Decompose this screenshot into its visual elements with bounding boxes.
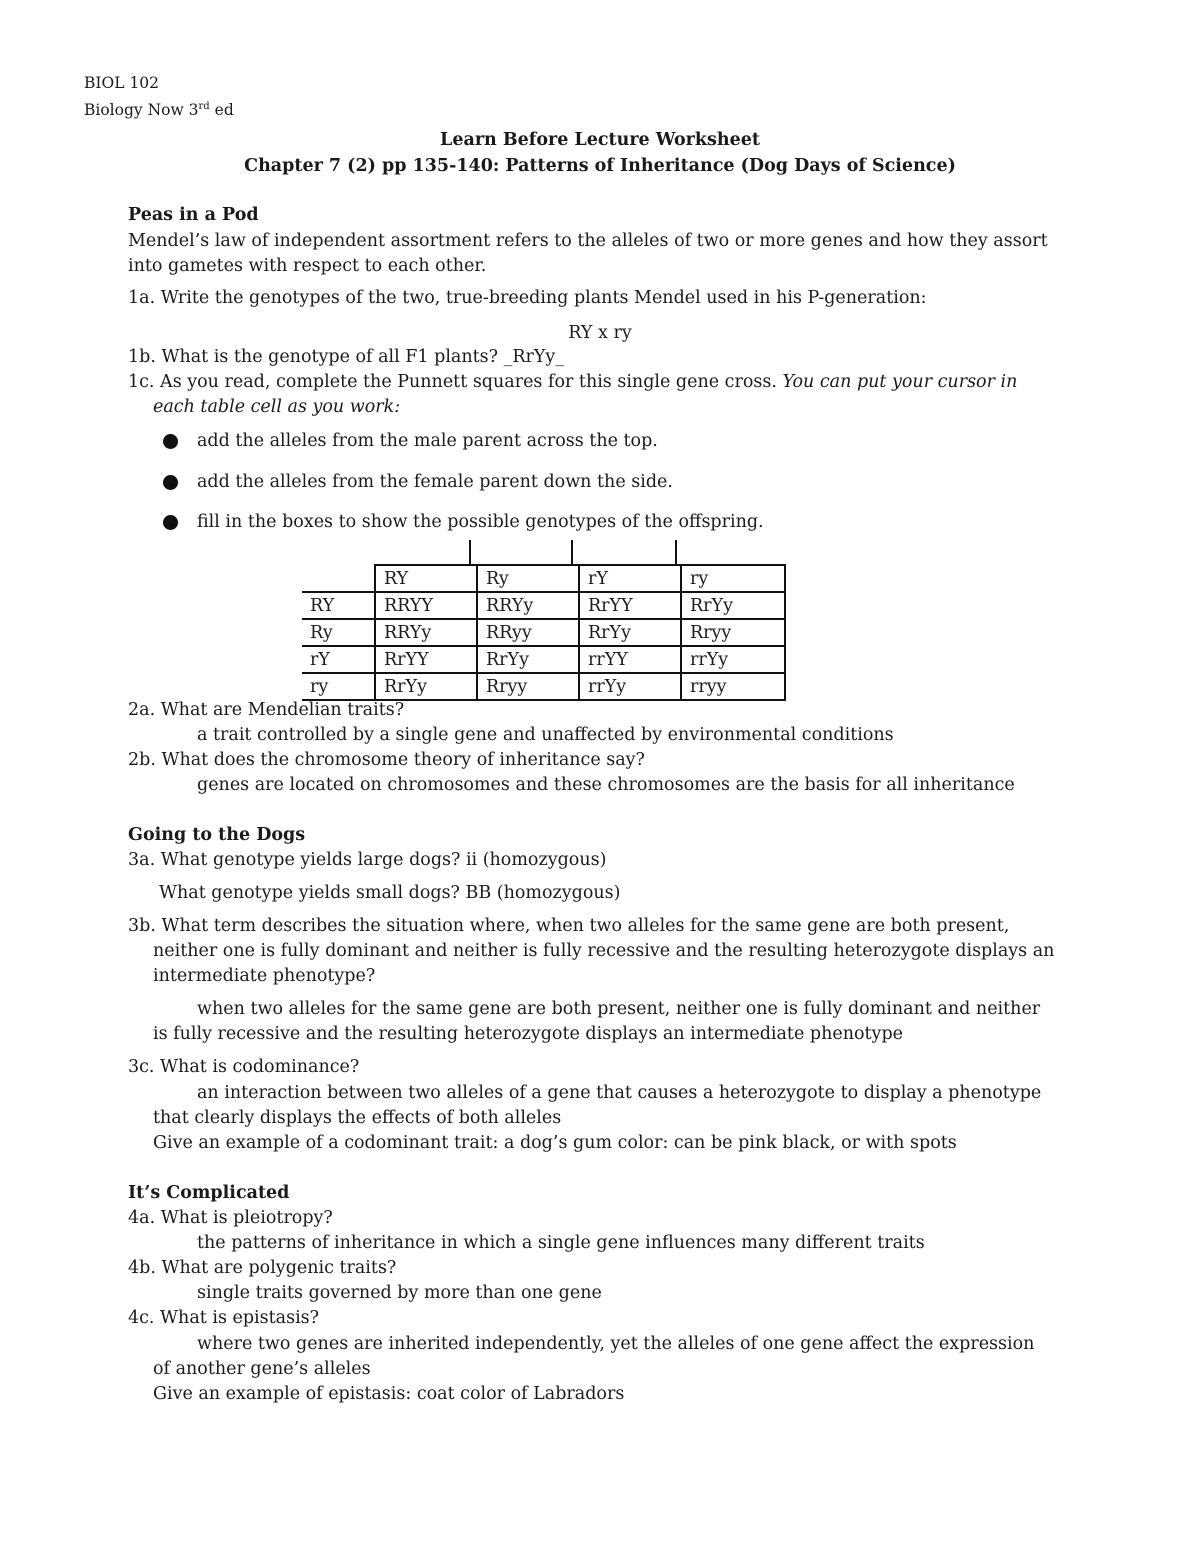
edition-suffix: ed [209, 101, 234, 120]
question-1a: 1a. Write the genotypes of the two, true-breeding plants Mendel used in his P-generation: [128, 288, 927, 308]
genotype-cell[interactable]: RrYy [375, 673, 477, 700]
question-4b: 4b. What are polygenic traits? [128, 1258, 397, 1278]
genotype-cell[interactable]: rryy [681, 673, 785, 700]
genotype-cell[interactable]: rrYy [579, 673, 681, 700]
bullet-item-1: add the alleles from the male parent across the top. [197, 431, 658, 451]
punnett-square [302, 564, 786, 701]
question-3a-small: What genotype yields small dogs? BB (homozygous) [159, 883, 621, 903]
male-allele-cell[interactable]: rY [579, 565, 681, 592]
genotype-cell[interactable]: Rryy [681, 619, 785, 646]
female-allele-cell[interactable]: rY [302, 646, 375, 673]
question-2b: 2b. What does the chromosome theory of inheritance say? [128, 750, 645, 770]
chapter-title: Chapter 7 (2) pp 135-140: Patterns of Inheritance (Dog Days of Science) [244, 156, 956, 176]
answer-4a: the patterns of inheritance in which a single gene influences many different traits [197, 1233, 925, 1253]
punnett-row [302, 673, 785, 700]
table-tick [469, 540, 471, 564]
female-allele-cell[interactable]: RY [302, 592, 375, 619]
punnett-row [302, 646, 785, 673]
table-tick [571, 540, 573, 564]
question-3a: 3a. What genotype yields large dogs? ii (homozygous) [128, 850, 607, 870]
question-1c-note-cont: each table cell as you work: [153, 397, 401, 417]
answer-2b: genes are located on chromosomes and these chromosomes are the basis for all inheritance [197, 775, 1015, 795]
question-4a: 4a. What is pleiotropy? [128, 1208, 333, 1228]
genotype-cell[interactable]: Rryy [477, 673, 579, 700]
bullet-item-3: fill in the boxes to show the possible genotypes of the offspring. [197, 512, 764, 532]
example-4c: Give an example of epistasis: coat color of Labradors [153, 1384, 625, 1404]
genotype-cell[interactable]: RRyy [477, 619, 579, 646]
example-3c: Give an example of a codominant trait: a dog’s gum color: can be pink black, or with spots [153, 1133, 957, 1153]
textbook-name: Biology Now 3 [84, 101, 199, 120]
punnett-header-row [302, 565, 785, 592]
question-2a: 2a. What are Mendelian traits? [128, 700, 405, 720]
edition-superscript: rd [198, 101, 210, 112]
male-allele-cell[interactable]: Ry [477, 565, 579, 592]
female-allele-cell[interactable]: Ry [302, 619, 375, 646]
male-allele-cell[interactable]: RY [375, 565, 477, 592]
textbook-edition [84, 95, 234, 122]
genotype-cell[interactable]: RRYy [375, 619, 477, 646]
genotype-cell[interactable]: RrYy [681, 592, 785, 619]
course-code: BIOL 102 [84, 74, 160, 92]
genotype-cell[interactable]: RrYY [375, 646, 477, 673]
table-tick [675, 540, 677, 564]
punnett-row [302, 592, 785, 619]
question-1c-text: 1c. As you read, complete the Punnett squares for this single gene cross. [128, 372, 783, 392]
genotype-cell[interactable]: RrYy [477, 646, 579, 673]
answer-3c: an interaction between two alleles of a gene that causes a heterozygote to display a phenotype [197, 1083, 1042, 1103]
answer-2a: a trait controlled by a single gene and unaffected by environmental conditions [197, 725, 894, 745]
question-3b-cont2: intermediate phenotype? [153, 966, 376, 986]
question-1c-note: You can put your cursor in [782, 372, 1018, 392]
worksheet-title: Learn Before Lecture Worksheet [440, 130, 760, 150]
bullet-icon [163, 434, 178, 449]
answer-1a: RY x ry [568, 323, 632, 343]
genotype-cell[interactable]: RRYY [375, 592, 477, 619]
question-4c: 4c. What is epistasis? [128, 1308, 320, 1328]
answer-3b: when two alleles for the same gene are both present, neither one is fully dominant and neither [197, 999, 1041, 1019]
bullet-item-2: add the alleles from the female parent down the side. [197, 472, 673, 492]
genotype-cell[interactable]: RRYy [477, 592, 579, 619]
question-3c: 3c. What is codominance? [128, 1057, 360, 1077]
answer-3b-cont: is fully recessive and the resulting heterozygote displays an intermediate phenotype [153, 1024, 903, 1044]
male-allele-cell[interactable]: ry [681, 565, 785, 592]
punnett-row [302, 619, 785, 646]
punnett-corner [302, 565, 375, 592]
answer-3c-cont: that clearly displays the effects of both alleles [153, 1108, 562, 1128]
intro-text-cont: into gametes with respect to each other. [128, 256, 487, 276]
bullet-icon [163, 515, 178, 530]
question-3b: 3b. What term describes the situation where, when two alleles for the same gene are both present, [128, 916, 1010, 936]
answer-4b: single traits governed by more than one gene [197, 1283, 602, 1303]
intro-text: Mendel’s law of independent assortment refers to the alleles of two or more genes and how they assort [128, 231, 1048, 251]
section-heading-complicated: It’s Complicated [128, 1183, 290, 1203]
question-3b-cont: neither one is fully dominant and neither is fully recessive and the resulting heterozygote displays an [153, 941, 1055, 961]
bullet-icon [163, 475, 178, 490]
question-1b: 1b. What is the genotype of all F1 plants? _RrYy_ [128, 347, 565, 367]
section-heading-peas: Peas in a Pod [128, 205, 259, 225]
answer-4c: where two genes are inherited independently, yet the alleles of one gene affect the expression [197, 1334, 1035, 1354]
question-1c [128, 370, 1017, 394]
genotype-cell[interactable]: RrYy [579, 619, 681, 646]
female-allele-cell[interactable]: ry [302, 673, 375, 700]
genotype-cell[interactable]: RrYY [579, 592, 681, 619]
genotype-cell[interactable]: rrYY [579, 646, 681, 673]
genotype-cell[interactable]: rrYy [681, 646, 785, 673]
answer-4c-cont: of another gene’s alleles [153, 1359, 371, 1379]
section-heading-dogs: Going to the Dogs [128, 825, 306, 845]
